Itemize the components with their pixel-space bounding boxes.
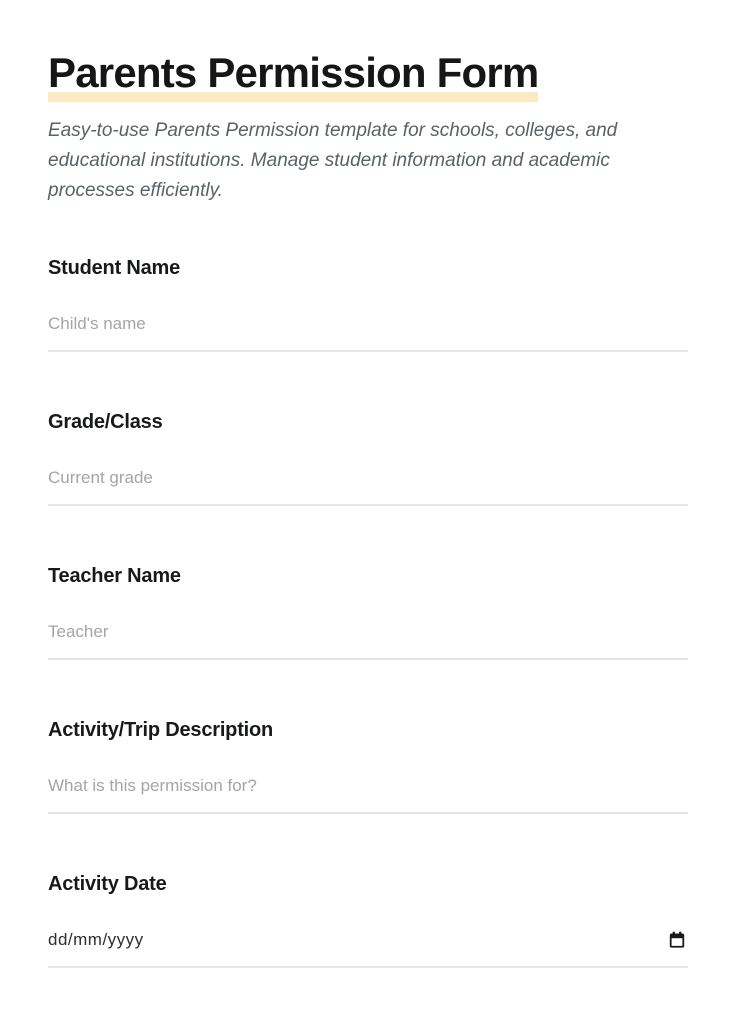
- field-activity-date: [48, 872, 688, 968]
- field-grade-class: [48, 410, 688, 506]
- activity-description-label: Activity/Trip Description: [48, 719, 274, 741]
- form-description: Easy-to-use Parents Permission template for schools, colleges, and educational institutions. Manage student information and academic processes efficiently.: [48, 120, 618, 201]
- field-activity-description: [48, 718, 688, 814]
- activity-date-input[interactable]: [48, 924, 688, 968]
- calendar-icon[interactable]: [668, 931, 686, 949]
- student-name-label: Student Name: [48, 257, 181, 279]
- grade-class-label: Grade/Class: [48, 411, 163, 433]
- teacher-name-label: Teacher Name: [48, 565, 181, 587]
- field-teacher-name: [48, 564, 688, 660]
- field-student-name: [48, 256, 688, 352]
- activity-description-input[interactable]: [48, 770, 688, 814]
- page-title: Parents Permission Form: [48, 52, 538, 102]
- date-format-placeholder: dd/mm/yyyy: [48, 930, 144, 949]
- activity-date-label: Activity Date: [48, 873, 167, 895]
- grade-class-input[interactable]: [48, 462, 688, 506]
- student-name-input[interactable]: [48, 308, 688, 352]
- teacher-name-input[interactable]: [48, 616, 688, 660]
